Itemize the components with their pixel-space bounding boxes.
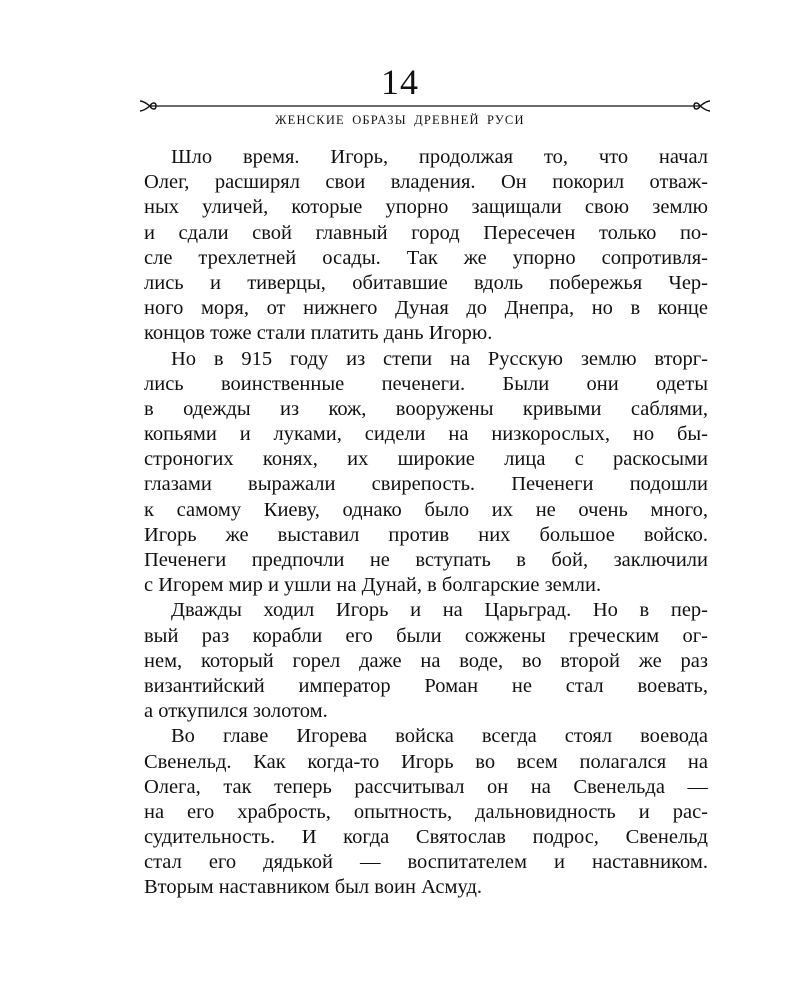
text-line: Печенеги предпочли не вступать в бой, заключили: [144, 549, 708, 571]
text-line: нем, который горел даже на воде, во второй же раз: [144, 649, 708, 672]
text-line: ных уличей, которые упорно защищали свою землю: [144, 196, 708, 219]
text-line: Но в 915 году из степи на Русскую землю вторг-: [171, 347, 708, 370]
text-line: Шло время. Игорь, продолжая то, что начал: [171, 146, 708, 168]
text-line: с Игорем мир и ушли на Дунай, в болгарские земли.: [144, 574, 602, 597]
text-line: глазами выражали свирепость. Печенеги подошли: [144, 473, 708, 496]
text-line: сле трехлетней осады. Так же упорно сопротивля-: [144, 246, 708, 269]
text-line: Вторым наставником был воин Асмуд.: [144, 876, 482, 899]
text-line: лись и тиверцы, обитавшие вдоль побережья Чер-: [144, 271, 708, 294]
text-line: стал его дядькой — воспитателем и наставником.: [144, 851, 708, 874]
text-line: вый раз корабли его были сожжены греческим ог-: [144, 624, 708, 647]
text-line: судительность. И когда Святослав подрос, Свенельд: [144, 826, 708, 849]
text-line: концов тоже стали платить дань Игорю.: [144, 322, 493, 345]
text-line: строногих конях, их широкие лица с раскосыми: [144, 448, 708, 471]
running-head: ЖЕНСКИЕ ОБРАЗЫ ДРЕВНЕЙ РУСИ: [275, 113, 525, 127]
text-line: копьями и луками, сидели на низкорослых, но бы-: [144, 423, 708, 446]
text-line: Олег, расширял свои владения. Он покорил отваж-: [144, 171, 708, 194]
text-line: и сдали свой главный город Пересечен только по-: [144, 221, 708, 244]
text-line: византийский император Роман не стал воевать,: [144, 674, 708, 697]
text-line: в одежды из кож, вооружены кривыми саблями,: [144, 397, 708, 420]
page-number: 14: [381, 62, 419, 102]
text-line: Во главе Игорева войска всегда стоял воевода: [171, 725, 708, 748]
body-text: [144, 145, 708, 901]
text-line: Игорь же выставил против них большое войско.: [144, 523, 708, 546]
text-line: Свенельд. Как когда-то Игорь во всем полагался на: [144, 750, 708, 773]
text-line: а откупился золотом.: [144, 700, 328, 723]
text-line: Олега, так теперь рассчитывал он на Свенельда —: [144, 775, 708, 798]
text-line: ного моря, от нижнего Дуная до Днепра, но в конце: [144, 297, 708, 320]
text-line: лись воинственные печенеги. Были они одеты: [144, 372, 708, 395]
text-line: Дважды ходил Игорь и на Царьград. Но в пер-: [171, 599, 708, 622]
text-line: к самому Киеву, однако было их не очень много,: [144, 498, 708, 521]
text-line: на его храбрость, опытность, дальновидность и рас-: [144, 800, 708, 823]
